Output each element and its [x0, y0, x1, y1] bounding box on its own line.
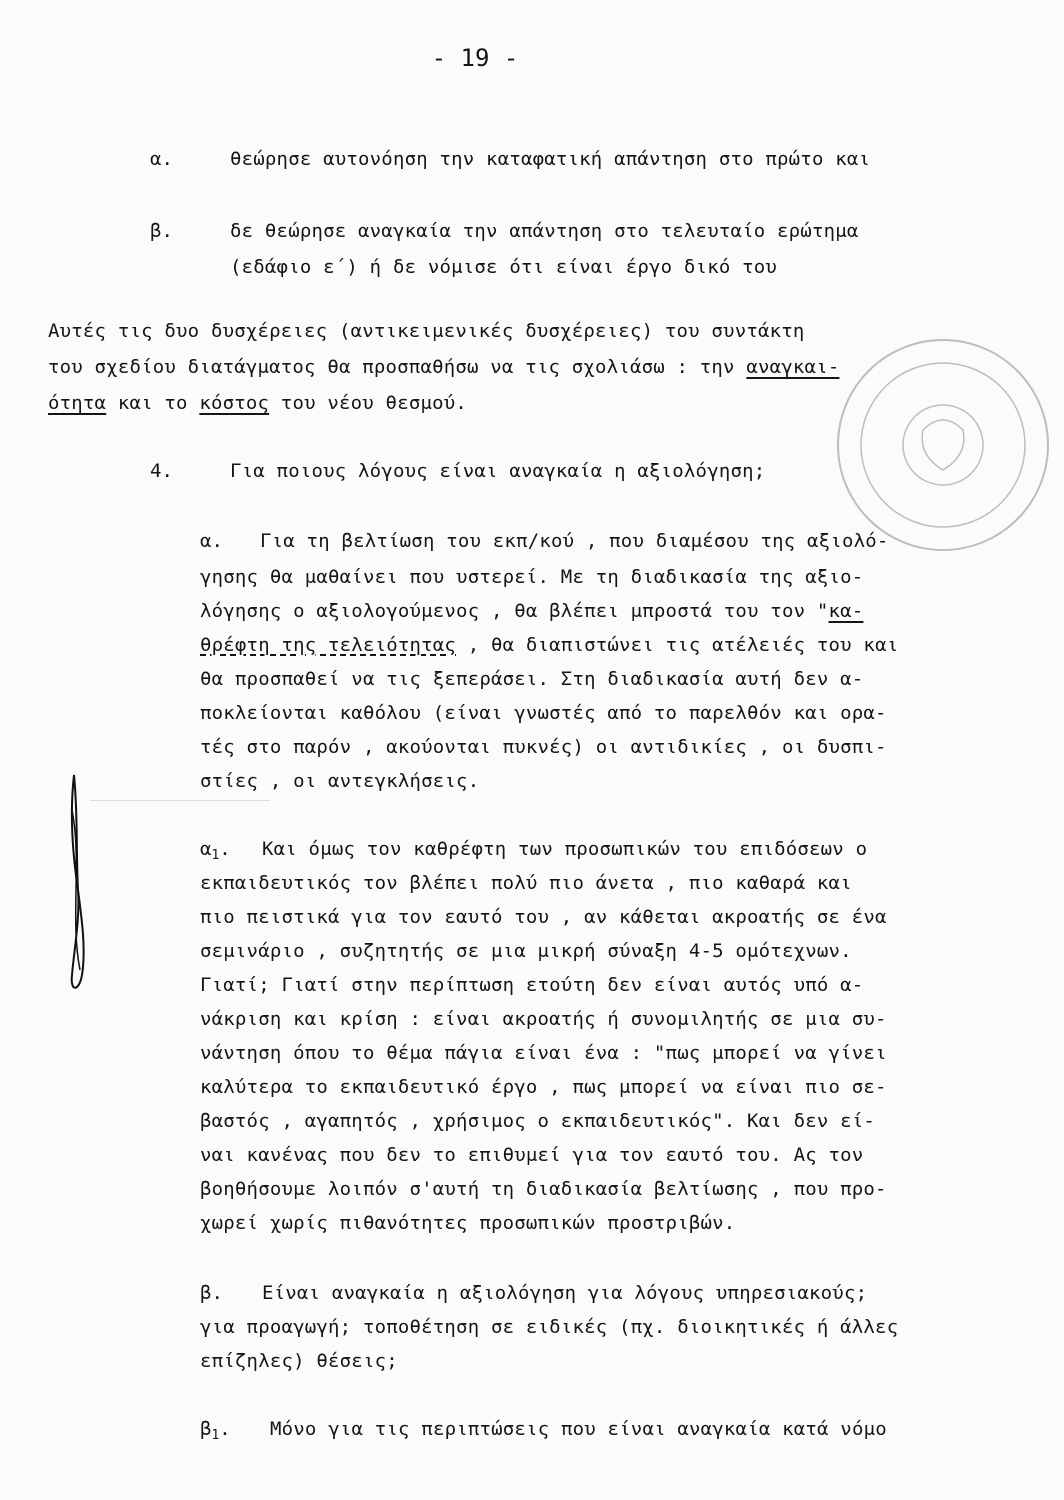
beta-line-2: για προαγωγή; τοποθέτηση σε ειδικές (πχ. διοικητικές ή άλλες	[200, 1316, 899, 1338]
alpha1-line-9: βαστός , αγαπητός , χρήσιμος ο εκπαιδευτικός". Και δεν εί-	[200, 1110, 876, 1132]
alpha1-line-3: πιο πειστικά για τον εαυτό του , αν κάθεται ακροατής σε ένα	[200, 906, 887, 928]
alpha-line-5: θα προσπαθεί να τις ξεπεράσει. Στη διαδικασία αυτή δεν α-	[200, 668, 864, 690]
alpha-line-3	[200, 602, 863, 621]
para1-line-2	[48, 358, 839, 377]
alpha-line-2: γησης θα μαθαίνει που υστερεί. Με τη διαδικασία της αξιο-	[200, 566, 864, 588]
alpha1-line-10: ναι κανένας που δεν το επιθυμεί για τον εαυτό του. Ας τον	[200, 1144, 864, 1166]
alpha-line-4-text: , θα διαπιστώνει τις ατέλειές του και	[456, 634, 899, 656]
alpha1-label	[200, 840, 231, 862]
alpha1-label-dot: .	[219, 838, 231, 860]
beta-line-3: επίζηλες) θέσεις;	[200, 1350, 398, 1372]
bleed-through-mark	[90, 800, 270, 801]
underlined-necessity: αναγκαι-	[746, 356, 840, 378]
para1-line-2-text: του σχεδίου διατάγματος θα προσπαθήσω να τις σχολιάσω : την	[48, 356, 747, 378]
alpha1-line-7: νάντηση όπου το θέμα πάγια είναι ένα : "πως μπορεί να γίνει	[200, 1042, 887, 1064]
para1-line-3-mid: και το	[106, 392, 200, 414]
official-stamp-icon	[828, 330, 1058, 560]
alpha-line-7: τές στο παρόν , ακούονται πυκνές) οι αντιδικίες , οι δυσπι-	[200, 736, 887, 758]
section-4-heading: Για ποιους λόγους είναι αναγκαία η αξιολόγηση;	[230, 460, 766, 482]
section-4-label: 4.	[150, 460, 173, 482]
para1-line-3	[48, 394, 467, 413]
beta1-line-1: Μόνο για τις περιπτώσεις που είναι αναγκαία κατά νόμο	[270, 1418, 887, 1440]
alpha1-line-5: Γιατί; Γιατί στην περίπτωση ετούτη δεν είναι αυτός υπό α-	[200, 974, 864, 996]
underlined-necessity-end: ότητα	[48, 392, 107, 414]
beta1-label-main: β	[200, 1418, 212, 1440]
alpha1-line-2: εκπαιδευτικός τον βλέπει πολύ πιο άνετα , πιο καθαρά και	[200, 872, 852, 894]
item-beta-label: β.	[150, 220, 173, 242]
alpha-line-4	[200, 636, 898, 655]
beta1-label	[200, 1420, 231, 1442]
underlined-mirror-start: κα-	[828, 600, 864, 622]
alpha1-line-4: σεμινάριο , συζητητής σε μια μικρή σύναξη 4-5 ομότεχνων.	[200, 940, 852, 962]
alpha1-line-12: χωρεί χωρίς πιθανότητες προσωπικών προστριβών.	[200, 1212, 736, 1234]
alpha-label: α.	[200, 530, 223, 552]
alpha1-label-main: α	[200, 838, 212, 860]
alpha-line-3-text: λόγησης ο αξιολογούμενος , θα βλέπει μπροστά του τον "	[200, 600, 829, 622]
alpha1-line-1: Και όμως τον καθρέφτη των προσωπικών του επιδόσεων ο	[262, 838, 868, 860]
alpha-line-1: Για τη βελτίωση του εκπ/κού , που διαμέσου της αξιολό-	[260, 530, 889, 552]
para1-line-3-end: του νέου θεσμού.	[269, 392, 468, 414]
beta-label: β.	[200, 1282, 223, 1304]
item-beta-line-2: (εδάφιο ε΄) ή δε νόμισε ότι είναι έργο δικό του	[230, 256, 778, 278]
item-alpha-line: θεώρησε αυτονόηση την καταφατική απάντηση στο πρώτο και	[230, 148, 871, 170]
alpha1-line-8: καλύτερα το εκπαιδευτικό έργο , πως μπορεί να είναι πιο σε-	[200, 1076, 887, 1098]
beta1-label-dot: .	[219, 1418, 231, 1440]
alpha1-label-sub: 1	[211, 848, 220, 863]
underlined-mirror-of-perfection: θρέφτη της τελειότητας	[200, 634, 457, 656]
page-number: - 19 -	[431, 44, 519, 72]
alpha-line-8: στίες , οι αντεγκλήσεις.	[200, 770, 480, 792]
alpha1-line-6: νάκριση και κρίση : είναι ακροατής ή συνομιλητής σε μια συ-	[200, 1008, 887, 1030]
item-beta-line-1: δε θεώρησε αναγκαία την απάντηση στο τελευταίο ερώτημα	[230, 220, 859, 242]
para1-line-1: Αυτές τις δυο δυσχέρειες (αντικειμενικές δυσχέρειες) του συντάκτη	[48, 320, 805, 342]
underlined-cost: κόστος	[199, 392, 270, 414]
margin-signature-icon	[52, 770, 112, 1000]
item-alpha-label: α.	[150, 148, 173, 170]
beta-line-1: Είναι αναγκαία η αξιολόγηση για λόγους υπηρεσιακούς;	[262, 1282, 868, 1304]
alpha1-line-11: βοηθήσουμε λοιπόν σ'αυτή τη διαδικασία βελτίωσης , που προ-	[200, 1178, 887, 1200]
alpha-line-6: ποκλείονται καθόλου (είναι γνωστές από το παρελθόν και ορα-	[200, 702, 887, 724]
beta1-label-sub: 1	[211, 1428, 220, 1443]
